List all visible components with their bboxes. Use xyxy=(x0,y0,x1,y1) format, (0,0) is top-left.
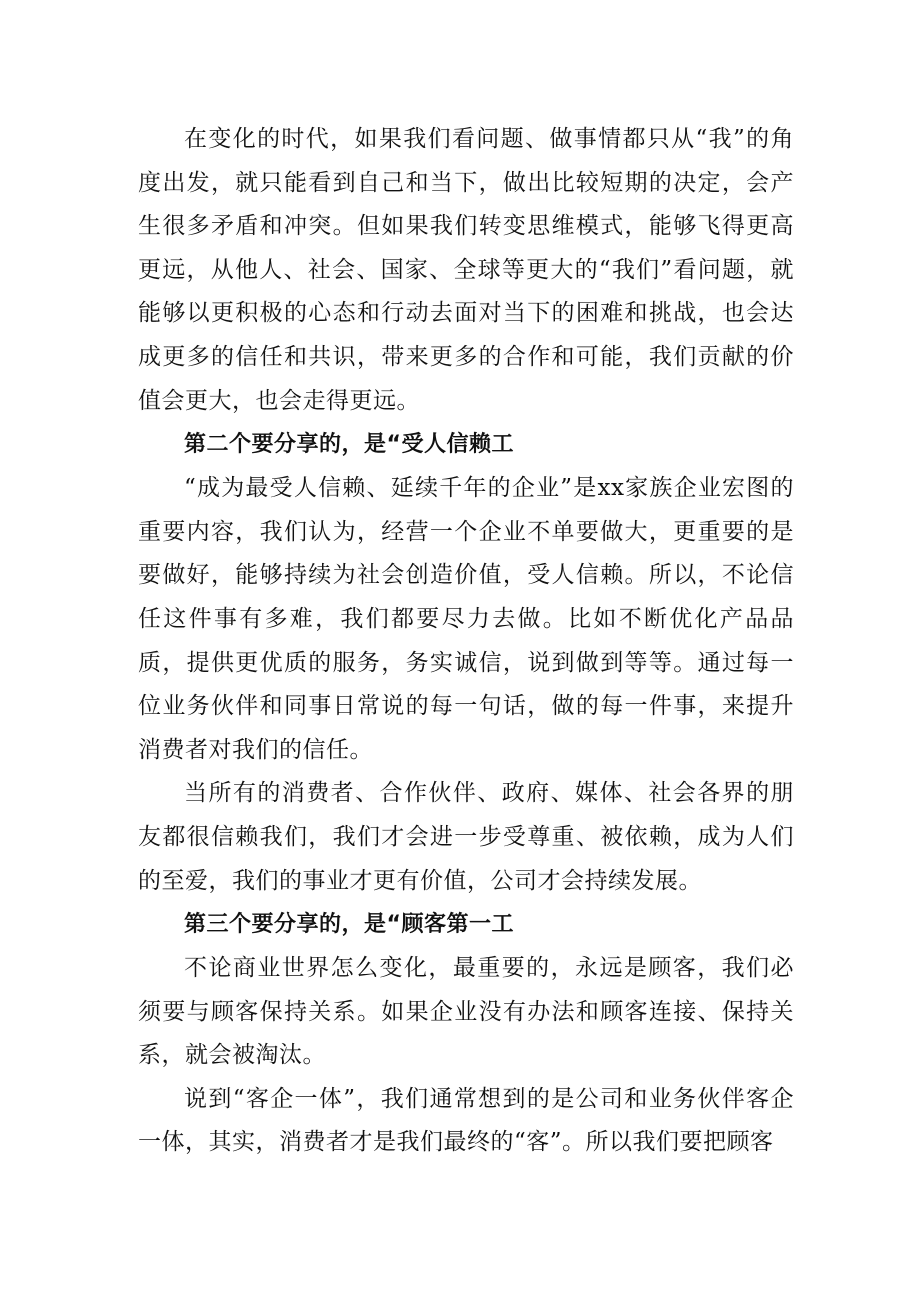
paragraph-5: 说到“客企一体”，我们通常想到的是公司和业务伙伴客企一体，其实，消费者才是我们最终的“客”。所以我们要把顾客 xyxy=(138,1085,794,1156)
paragraph-2: “成为最受人信赖、延续千年的企业”是xx家族企业宏图的重要内容，我们认为，经营一个企业不单要做大，更重要的是要做好，能够持续为社会创造价值，受人信赖。所以，不论信任这件事有多难，我们都要尽力去做。比如不断优化产品品质，提供更优质的服务，务实诚信，说到做到等等。通过每一位业务伙伴和同事日常说的每一句话，做的每一件事，来提升消费者对我们的信任。 xyxy=(138,475,794,763)
section-heading-2: 第二个要分享的，是“受人信赖工 xyxy=(184,432,514,458)
paragraph-4: 不论商业世界怎么变化，最重要的，永远是顾客，我们必须要与顾客保持关系。如果企业没有办法和顾客连接、保持关系，就会被淘汰。 xyxy=(138,955,794,1069)
document-page xyxy=(138,118,794,1165)
section-heading-3: 第三个要分享的，是“顾客第一工 xyxy=(184,912,514,938)
paragraph-1: 在变化的时代，如果我们看问题、做事情都只从“我”的角度出发，就只能看到自己和当下，做出比较短期的决定，会产生很多矛盾和冲突。但如果我们转变思维模式，能够飞得更高更远，从他人、社会、国家、全球等更大的“我们”看问题，就能够以更积极的心态和行动去面对当下的困难和挑战，也会达成更多的信任和共识，带来更多的合作和可能，我们贡献的价值会更大，也会走得更远。 xyxy=(138,126,794,414)
paragraph-3: 当所有的消费者、合作伙伴、政府、媒体、社会各界的朋友都很信赖我们，我们才会进一步受尊重、被依赖，成为人们的至爱，我们的事业才更有价值，公司才会持续发展。 xyxy=(138,780,794,894)
